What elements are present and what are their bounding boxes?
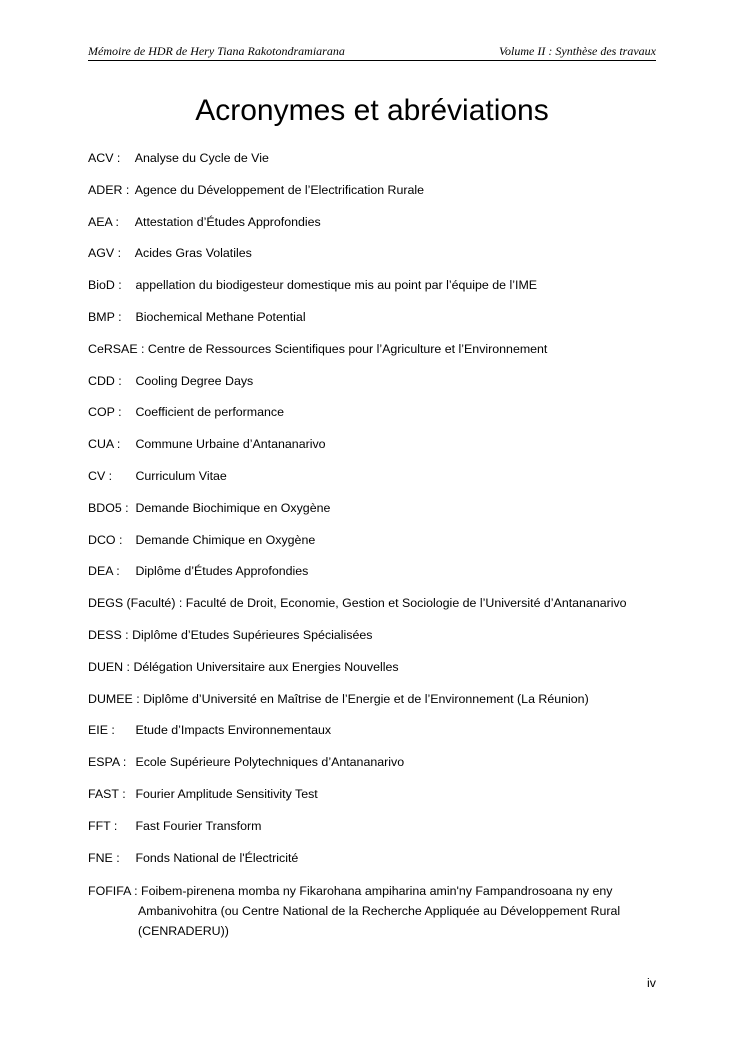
- acronym-definition: Cooling Degree Days: [135, 373, 254, 388]
- acronym-definition: Foibem-pirenena momba ny Fikarohana ampiharina amin'ny Fampandrosoana ny eny Ambanivohitra (ou Centre National de la Recherche Appliquée au Développement Rural (CENRADERU)): [138, 884, 621, 939]
- acronym-definition: Coefficient de performance: [135, 405, 284, 420]
- acronym-entry-cua: [88, 436, 656, 453]
- acronym-definition: Demande Chimique en Oxygène: [135, 532, 316, 547]
- acronym-abbr: DEGS (Faculté) :: [88, 596, 183, 611]
- acronym-entry-agv: [88, 245, 656, 262]
- acronym-entry-dea: [88, 563, 656, 580]
- acronym-definition: Fonds National de l'Électricité: [135, 850, 299, 865]
- acronym-definition: Biochemical Methane Potential: [135, 309, 306, 324]
- acronym-definition: Diplôme d’Études Approfondies: [135, 564, 309, 579]
- acronym-definition: Attestation d’Études Approfondies: [134, 214, 321, 229]
- acronym-definition: Fourier Amplitude Sensitivity Test: [135, 786, 318, 801]
- acronym-entry-eie: [88, 722, 656, 739]
- acronym-entry-aea: [88, 214, 656, 231]
- acronym-entry-degs: [88, 595, 656, 612]
- acronym-abbr: BioD :: [88, 278, 122, 293]
- acronym-abbr: CeRSAE :: [88, 341, 145, 356]
- acronym-abbr: DUEN :: [88, 659, 130, 674]
- acronym-entry-bdo5: [88, 500, 656, 517]
- acronym-entry-acv: [88, 150, 656, 167]
- acronym-abbr: COP :: [88, 405, 122, 420]
- acronym-entry-cop: [88, 404, 656, 421]
- acronym-definition: appellation du biodigesteur domestique mis au point par l’équipe de l’IME: [135, 278, 538, 293]
- acronym-abbr: CUA :: [88, 437, 121, 452]
- acronym-definition: Fast Fourier Transform: [135, 818, 262, 833]
- page-header: [88, 42, 656, 61]
- acronym-entry-espa: [88, 754, 656, 771]
- acronym-entry-fast: [88, 786, 656, 803]
- acronym-definition: Etude d’Impacts Environnementaux: [135, 723, 332, 738]
- acronym-abbr: DUMEE :: [88, 691, 140, 706]
- acronym-definition: Délégation Universitaire aux Energies Nouvelles: [133, 659, 399, 674]
- acronym-definition: Acides Gras Volatiles: [134, 246, 252, 261]
- acronym-definition: Curriculum Vitae: [135, 468, 227, 483]
- page-title: Acronymes et abréviations: [195, 94, 549, 127]
- acronym-abbr: DCO :: [88, 532, 123, 547]
- acronym-definition: Demande Biochimique en Oxygène: [135, 500, 331, 515]
- acronym-entry-dco: [88, 532, 656, 549]
- acronym-abbr: BDO5 :: [88, 500, 129, 515]
- acronym-definition: Diplôme d’Etudes Supérieures Spécialisées: [132, 627, 373, 642]
- acronym-entry-dess: [88, 627, 656, 644]
- page-number: iv: [647, 976, 656, 990]
- acronym-definition: Diplôme d’Université en Maîtrise de l’Energie et de l’Environnement (La Réunion): [143, 691, 589, 706]
- acronym-entry-duen: [88, 659, 656, 676]
- acronym-abbr: FFT :: [88, 818, 118, 833]
- acronym-abbr: DEA :: [88, 564, 120, 579]
- header-author: Mémoire de HDR de Hery Tiana Rakotondramiarana: [88, 44, 345, 58]
- acronym-entry-fofifa: [88, 881, 656, 941]
- acronym-list: [88, 150, 656, 956]
- acronym-entry-bmp: [88, 309, 656, 326]
- acronym-abbr: CV :: [88, 468, 113, 483]
- acronym-abbr: FAST :: [88, 786, 126, 801]
- acronym-entry-fft: [88, 818, 656, 835]
- acronym-definition: Faculté de Droit, Economie, Gestion et Sociologie de l’Université d’Antananarivo: [185, 596, 627, 611]
- acronym-abbr: AGV :: [88, 246, 122, 261]
- acronym-abbr: ACV :: [88, 151, 121, 165]
- acronym-abbr: DESS :: [88, 627, 129, 642]
- acronym-definition: Analyse du Cycle de Vie: [134, 151, 269, 165]
- acronym-abbr: FNE :: [88, 850, 120, 865]
- acronym-entry-fne: [88, 850, 656, 867]
- header-volume: Volume II : Synthèse des travaux: [499, 44, 656, 58]
- acronym-entry-dumee: [88, 691, 656, 708]
- acronym-entry-ader: [88, 182, 656, 199]
- acronym-abbr: FOFIFA :: [88, 884, 138, 899]
- acronym-abbr: EIE :: [88, 723, 115, 738]
- acronym-definition: Agence du Développement de l’Electrification Rurale: [134, 182, 425, 197]
- acronym-entry-cersae: [88, 341, 656, 358]
- acronym-abbr: BMP :: [88, 309, 122, 324]
- acronym-definition: Ecole Supérieure Polytechniques d’Antananarivo: [135, 755, 405, 770]
- acronym-entry-cdd: [88, 373, 656, 390]
- acronym-entry-cv: [88, 468, 656, 485]
- acronym-definition: Commune Urbaine d’Antananarivo: [135, 437, 326, 452]
- acronym-abbr: ESPA :: [88, 755, 127, 770]
- acronym-abbr: CDD :: [88, 373, 122, 388]
- acronym-abbr: ADER :: [88, 182, 130, 197]
- acronym-entry-biod: [88, 277, 656, 294]
- acronym-definition: Centre de Ressources Scientifiques pour l’Agriculture et l’Environnement: [147, 341, 548, 356]
- acronym-abbr: AEA :: [88, 214, 119, 229]
